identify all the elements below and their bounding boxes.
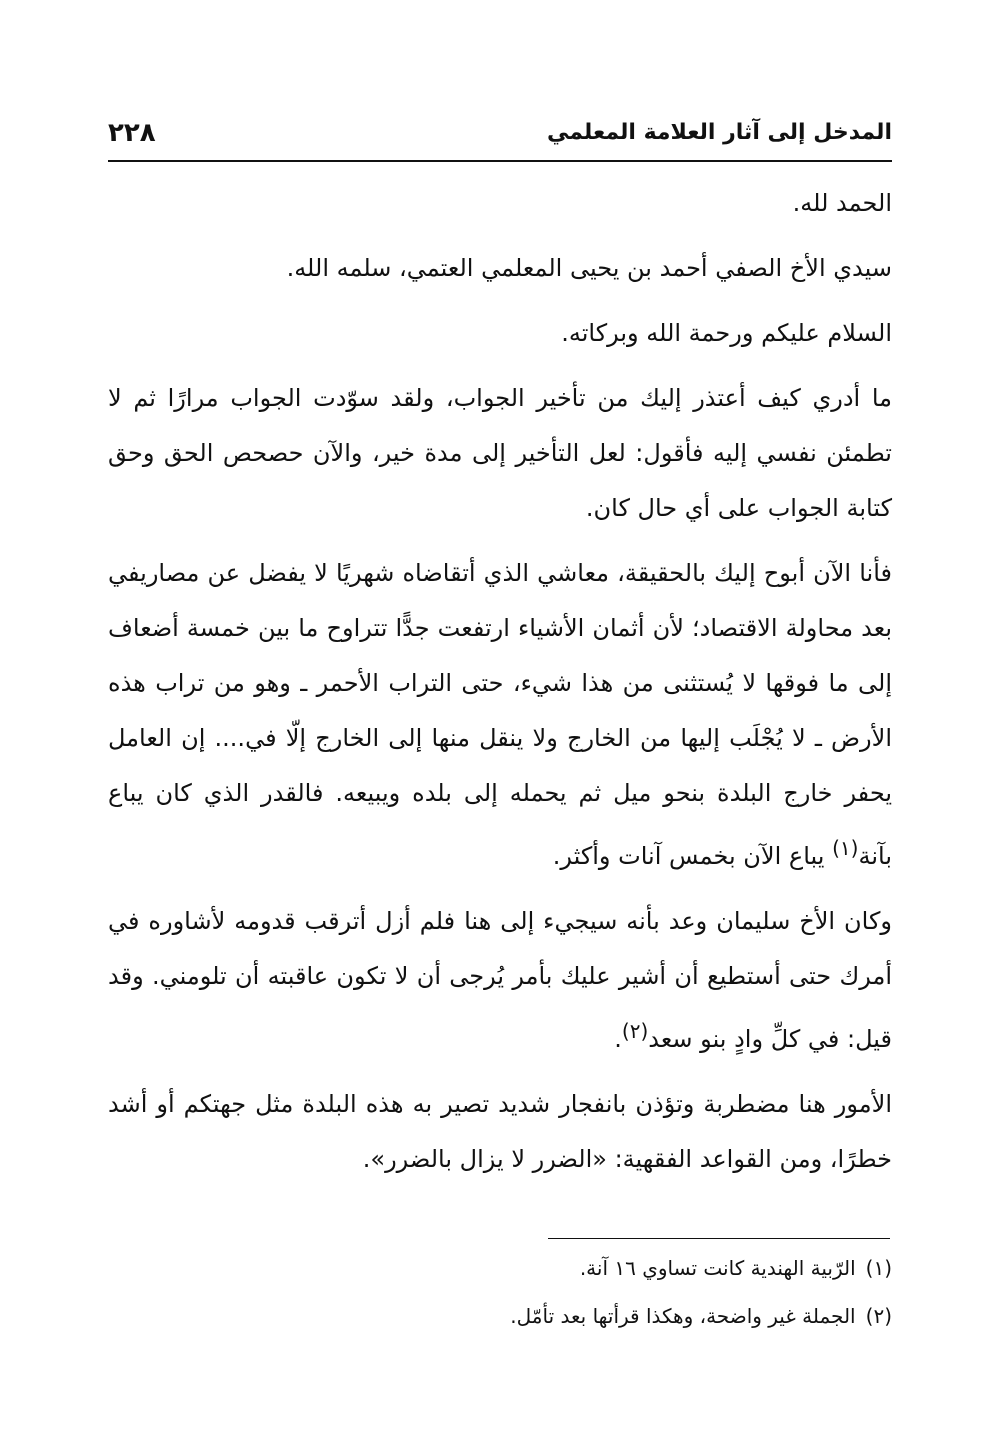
- paragraph-sulaiman: [108, 894, 892, 1067]
- footnote-2-number: (٢): [865, 1304, 892, 1328]
- paragraph-finances-text: فأنا الآن أبوح إليك بالحقيقة، معاشي الذي أتقاضاه شهريًا لا يفضل عن مصاريفي بعد محاولة الاقتصاد؛ لأن أثمان الأشياء ارتفعت جدًّا تتراوح ما بين خمسة أضعاف إلى ما فوقها لا يُستثنى من هذا شيء، حتى التراب الأحمر ـ وهو من تراب هذه الأرض ـ لا يُجْلَب إليها من الخارج ولا ينقل منها إلى الخارج إلّا في.... إن العامل يحفر خارج البلدة بنحو ميل ثم يحمله إلى بلده ويبيعه. فالقدر الذي كان يباع بآنة: [108, 559, 892, 870]
- paragraph-finances: [108, 546, 892, 884]
- footnote-2: [108, 1292, 892, 1340]
- paragraph-sulaiman-text: وكان الأخ سليمان وعد بأنه سيجيء إلى هنا فلم أزل أترقب قدومه لأشاوره في أمرك حتى أستطيع أن أشير عليك بأمر يُرجى أن لا تكون عاقبته أن تلومني. وقد قيل: في كلِّ وادٍ بنو سعد: [108, 907, 892, 1053]
- page-header: [108, 118, 892, 158]
- salutation-address: سيدي الأخ الصفي أحمد بن يحيى المعلمي العتمي، سلمه الله.: [286, 254, 892, 282]
- paragraph-sulaiman-end: .: [614, 1025, 622, 1053]
- footnote-1: [108, 1244, 892, 1292]
- letter-body: [108, 176, 892, 1187]
- page-number: ٢٢٨: [108, 118, 156, 148]
- footnote-1-number: (١): [865, 1256, 892, 1280]
- footnote-ref-1: (١): [832, 836, 859, 860]
- footnote-separator: [548, 1238, 890, 1239]
- salutation-greeting: السلام عليكم ورحمة الله وبركاته.: [561, 319, 892, 347]
- paragraph-finances-end: يباع الآن بخمس آنات وأكثر.: [552, 842, 833, 870]
- paragraph-apology: ما أدري كيف أعتذر إليك من تأخير الجواب، ولقد سوّدت الجواب مرارًا ثم لا تطمئن نفسي إليه فأقول: لعل التأخير إلى مدة خير، والآن حصحص الحق وحق كتابة الجواب على أي حال كان.: [108, 384, 892, 522]
- salutation-praise: الحمد لله.: [792, 189, 892, 217]
- paragraph-situation: الأمور هنا مضطربة وتؤذن بانفجار شديد تصير به هذه البلدة مثل جهتكم أو أشد خطرًا، ومن القواعد الفقهية: «الضرر لا يزال بالضرر».: [108, 1090, 892, 1173]
- book-title: المدخل إلى آثار العلامة المعلمي: [546, 120, 892, 145]
- footnotes: [108, 1244, 892, 1340]
- header-rule: [108, 160, 892, 162]
- footnote-1-text: الرّبية الهندية كانت تساوي ١٦ آنة.: [579, 1256, 856, 1280]
- footnote-ref-2: (٢): [621, 1019, 649, 1043]
- footnote-2-text: الجملة غير واضحة، وهكذا قرأتها بعد تأمّل.: [510, 1304, 856, 1328]
